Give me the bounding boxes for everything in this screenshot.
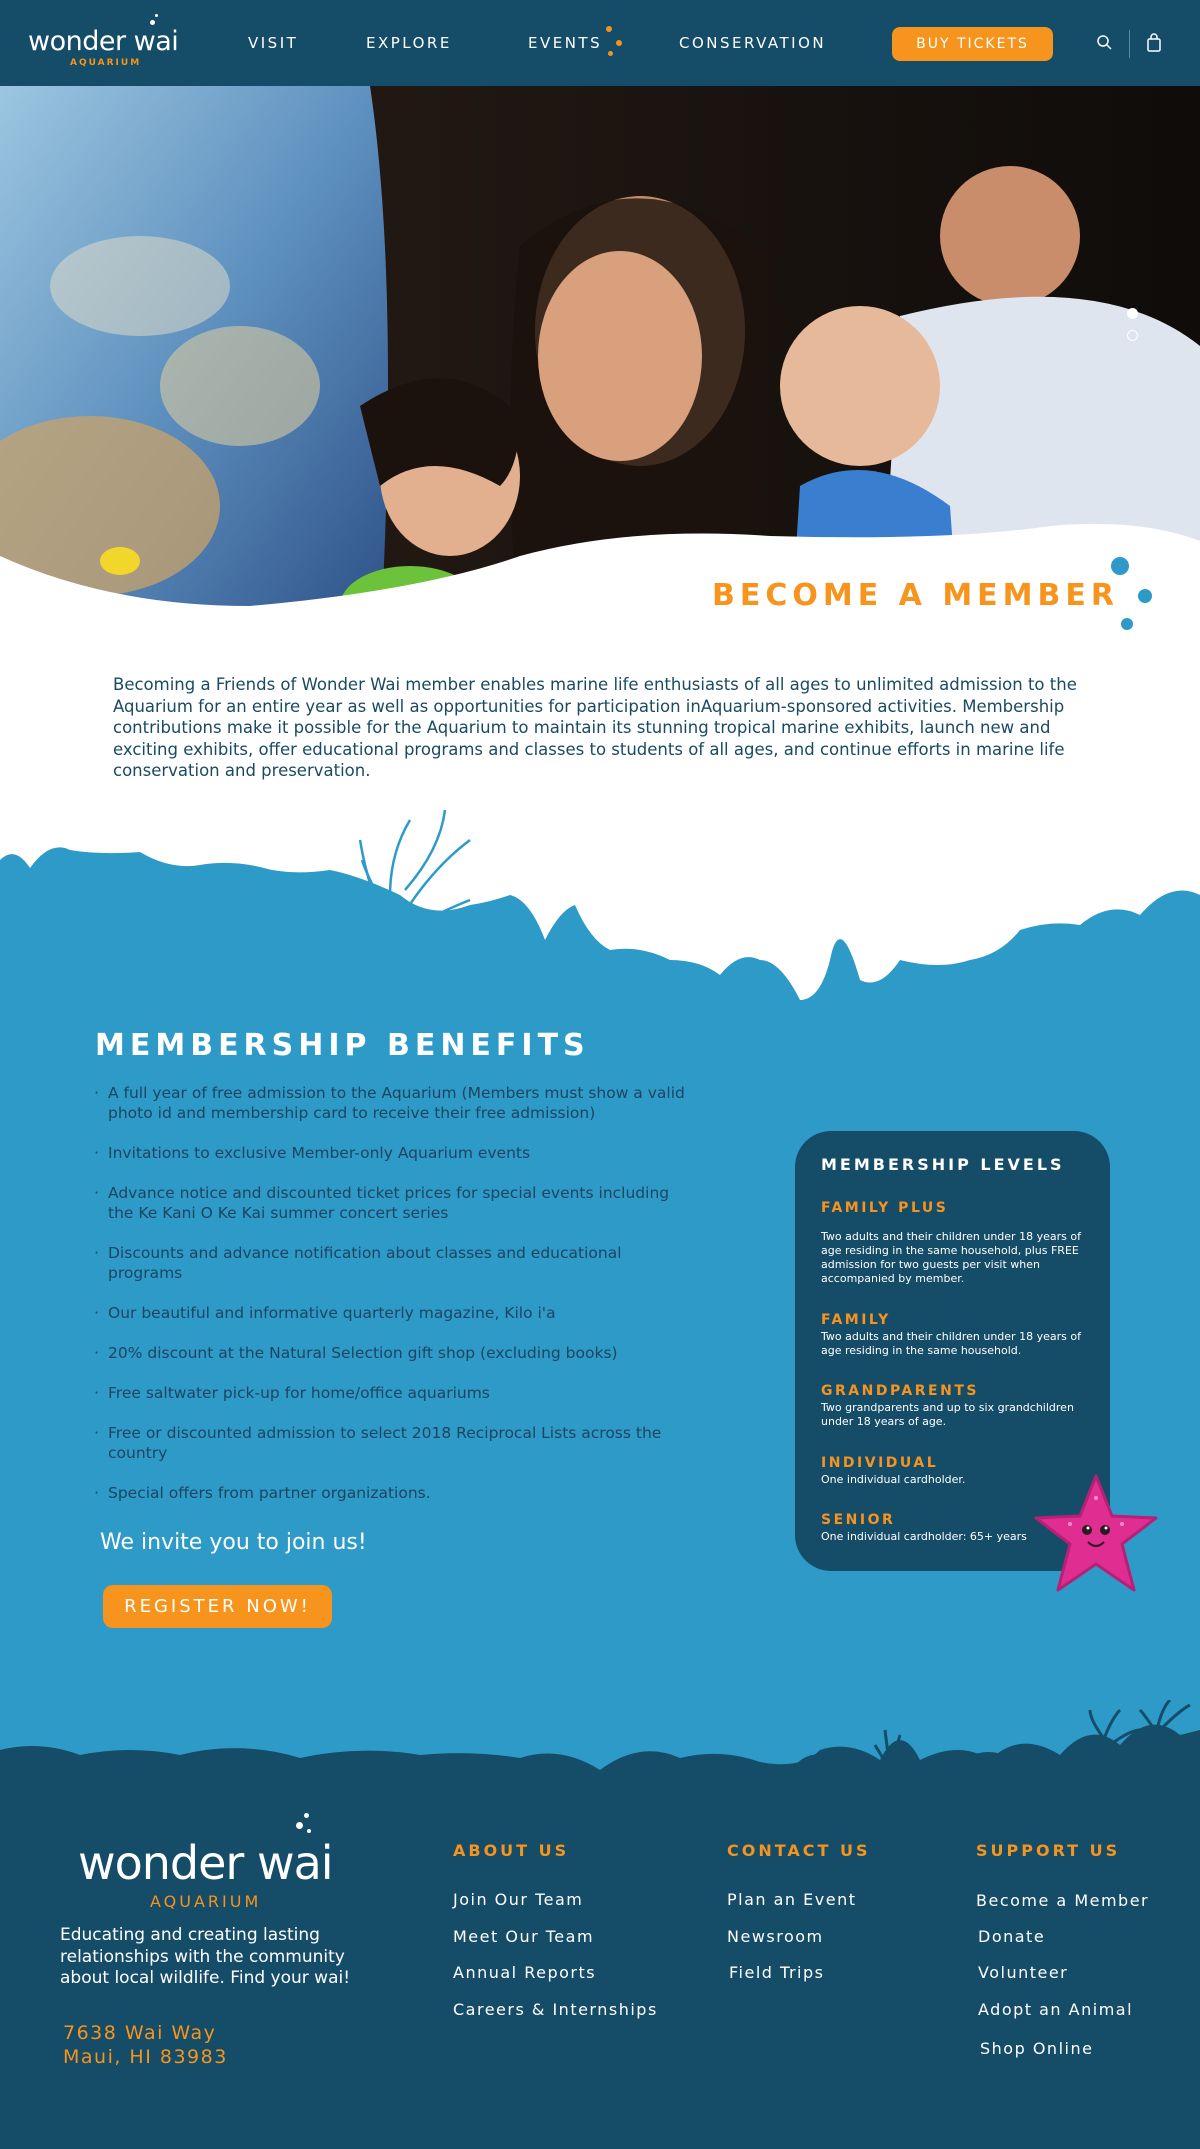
level-desc-individual: One individual cardholder. [821,1473,966,1486]
nav-explore[interactable]: EXPLORE [366,34,452,52]
benefit-item: · Our beautiful and informative quarterly magazine, Kilo i'a [94,1303,694,1323]
footer-link-annual-reports[interactable]: Annual Reports [453,1963,597,1982]
footer-logo-subtitle: AQUARIUM [150,1892,262,1911]
footer-tagline: Educating and creating lasting relationships with the community about local wildlife. Find your wai! [60,1925,351,1988]
benefits-title: MEMBERSHIP BENEFITS [95,1028,590,1063]
nav-conservation[interactable]: CONSERVATION [679,34,827,52]
level-name-family: FAMILY [821,1312,891,1328]
slider-dot[interactable] [1127,330,1138,341]
hero-banner [0,86,1200,646]
nav-events-dot [616,40,622,46]
footer-link-careers[interactable]: Careers & Internships [453,2000,658,2019]
header-divider [1129,30,1130,58]
footer-address-line2: Maui, HI 83983 [63,2046,228,2068]
footer-logo-bubble [307,1829,311,1833]
footer-logo-wordmark: wonder wai [78,1836,333,1890]
nav-events-dot [608,51,613,56]
level-desc-family: Two adults and their children under 18 years of age residing in the same household. [821,1330,1081,1357]
footer-link-adopt-animal[interactable]: Adopt an Animal [978,2000,1134,2019]
footer-link-newsroom[interactable]: Newsroom [727,1927,824,1946]
logo-wordmark: wonder wai [28,26,179,57]
benefit-item: · Special offers from partner organizations. [94,1483,694,1503]
logo-bubble [150,20,155,25]
footer-link-become-member[interactable]: Become a Member [976,1891,1150,1910]
level-name-grandparents: GRANDPARENTS [821,1383,979,1399]
level-name-individual: INDIVIDUAL [821,1455,939,1471]
footer-link-join-team[interactable]: Join Our Team [453,1890,584,1909]
footer-heading-about: ABOUT US [453,1841,570,1860]
decor-bubble [1121,618,1133,630]
starfish-mascot-icon [1030,1472,1162,1598]
register-now-button[interactable]: REGISTER NOW! [103,1585,332,1628]
levels-title: MEMBERSHIP LEVELS [821,1155,1065,1174]
slider-dot-active[interactable] [1127,308,1138,319]
hero-photo [0,86,1200,646]
decor-bubble [1138,589,1152,603]
footer-logo-bubble [296,1822,303,1829]
footer-link-field-trips[interactable]: Field Trips [729,1963,825,1982]
level-desc-family-plus: Two adults and their children under 18 years of age residing in the same household, plus FREE admission for two guests per visit when accompanied by member. [821,1230,1081,1285]
benefit-item: · Free or discounted admission to select 2018 Reciprocal Lists across the country [94,1423,694,1463]
invite-text: We invite you to join us! [100,1530,367,1555]
nav-events[interactable]: EVENTS [528,34,603,52]
footer-address-line1: 7638 Wai Way [63,2022,217,2044]
logo-bubble [155,14,158,17]
footer-link-plan-event[interactable]: Plan an Event [727,1890,857,1909]
buy-tickets-button[interactable]: BUY TICKETS [892,27,1053,61]
header-logo[interactable] [28,14,178,72]
level-name-family-plus: FAMILY PLUS [821,1200,949,1216]
footer-logo[interactable] [78,1812,358,1912]
nav-visit[interactable]: VISIT [248,34,299,52]
benefit-item: · Discounts and advance notification about classes and educational programs [94,1243,694,1283]
benefit-item: · Invitations to exclusive Member-only Aquarium events [94,1143,694,1163]
benefit-item: · A full year of free admission to the Aquarium (Members must show a valid photo id and membership card to receive their free admission) [94,1083,694,1123]
footer-logo-bubble [304,1813,309,1818]
benefit-item: · Free saltwater pick-up for home/office aquariums [94,1383,694,1403]
footer-link-volunteer[interactable]: Volunteer [978,1963,1069,1982]
intro-paragraph: Becoming a Friends of Wonder Wai member enables marine life enthusiasts of all ages to unlimited admission to the Aquarium for an entire year as well as opportunities for participation inAquarium-sponsored activities. Membership contributions make it possible for the Aquarium to maintain its stunning tropical marine exhibits, launch new and exciting exhibits, offer educational programs and classes to students of all ages, and continue efforts in marine life conservation and preservation. [113,675,1077,780]
footer-heading-contact: CONTACT US [727,1841,871,1860]
site-header [0,0,1200,86]
decor-bubble [1111,557,1129,575]
benefit-item: · Advance notice and discounted ticket prices for special events including the Ke Kani O Ke Kai summer concert series [94,1183,694,1223]
footer-heading-support: SUPPORT US [976,1841,1121,1860]
footer-link-meet-team[interactable]: Meet Our Team [453,1927,595,1946]
footer-link-donate[interactable]: Donate [978,1927,1046,1946]
shopping-bag-icon[interactable] [1143,32,1165,54]
footer-link-shop-online[interactable]: Shop Online [980,2039,1094,2058]
nav-events-dot [606,26,612,32]
search-icon[interactable] [1094,32,1116,54]
benefit-item: · 20% discount at the Natural Selection gift shop (excluding books) [94,1343,694,1363]
level-desc-grandparents: Two grandparents and up to six grandchildren under 18 years of age. [821,1401,1074,1428]
page-title: BECOME A MEMBER [712,578,1119,613]
level-name-senior: SENIOR [821,1512,896,1528]
level-desc-senior: One individual cardholder: 65+ years [821,1530,1027,1543]
logo-subtitle: AQUARIUM [70,58,142,68]
